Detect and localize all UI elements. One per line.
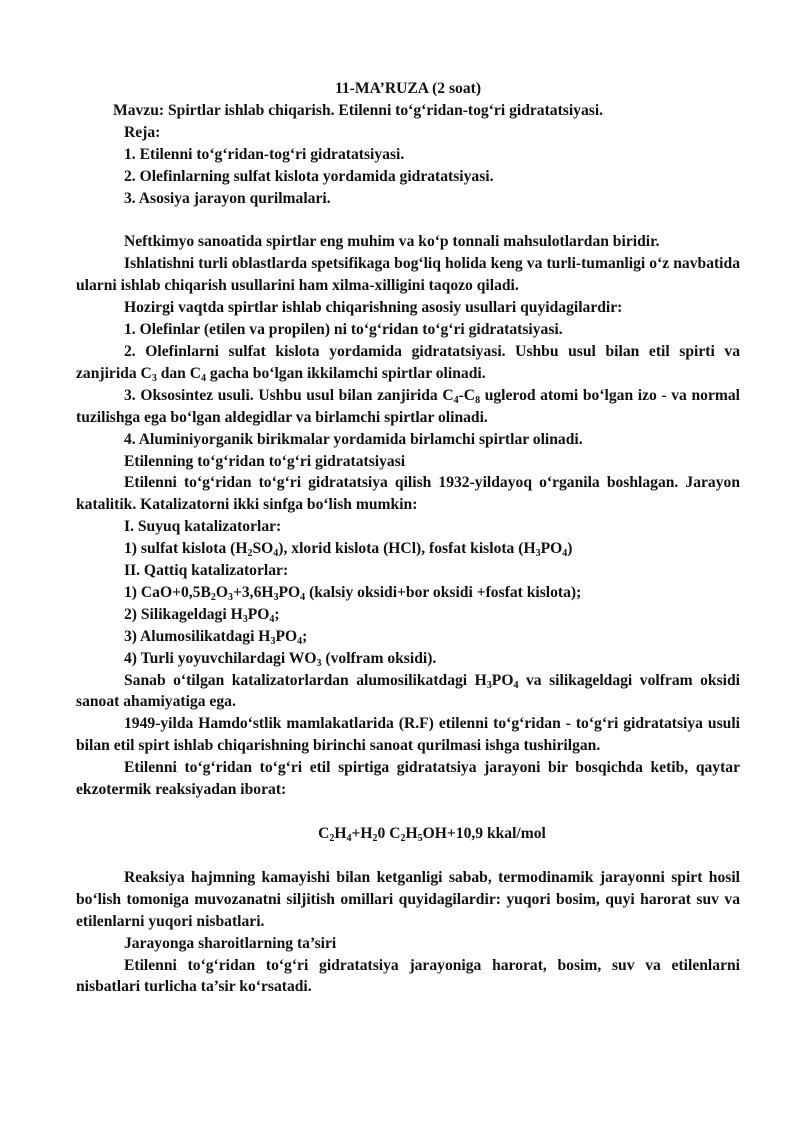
- catalyst-item: 1) sulfat kislota $(H_2SO_4)$, xlorid kislota (HCl), fosfat kislota $(H_3PO_4)$: [124, 540, 573, 560]
- spacer: [76, 209, 740, 231]
- plan-heading: Reja:: [124, 123, 161, 141]
- catalyst-item: 1) $CaO+0,5B_2O_3+3,6H_3PO_4$ (kalsiy oksidi+bor oksidi +fosfat kislota);: [124, 583, 582, 603]
- paragraph: Hozirgi vaqtda spirtlar ishlab chiqarishning asosiy usullari quyidagilardir:: [124, 299, 623, 317]
- paragraph: Etilenni to‘g‘ridan to‘g‘ri gidratatsiya qilish 1932-yildayoq o‘rganila boshlagan. Jarayon katalitik. Katalizatorni ikki sinfga bo‘lish mumkin:: [76, 474, 740, 514]
- lecture-title: 11-MA’RUZA (2 soat): [334, 80, 482, 97]
- section-heading: Etilenning to‘g‘ridan to‘g‘ri gidratatsiyasi: [124, 452, 406, 470]
- plan-item: 1. Etilenni to‘g‘ridan-tog‘ri gidratatsiyasi.: [124, 145, 405, 163]
- paragraph: Etilenni to‘g‘ridan to‘g‘ri gidratatsiya jarayoniga harorat, bosim, suv va etilenlarni nisbatlari turlicha ta’sir ko‘rsatadi.: [76, 956, 740, 996]
- method-item: 3. Oksosintez usuli. Ushbu usul bilan zanjirida $C_4-C_8$ uglerod atomi bo‘lgan izo - va normal tuzilishga ega bo‘lgan aldegidlar va birlamchi spirtlar olinadi.: [76, 386, 740, 426]
- section-heading: Jarayonga sharoitlarning ta’siri: [124, 934, 337, 952]
- spacer: [76, 845, 740, 867]
- plan-item: 3. Asosiya jarayon qurilmalari.: [124, 189, 331, 207]
- catalyst-group-heading: I. Suyuq katalizatorlar:: [124, 518, 282, 536]
- document-page: [76, 78, 740, 998]
- lecture-topic: Mavzu: Spirtlar ishlab chiqarish. Etilenni to‘g‘ridan-tog‘ri gidratatsiyasi.: [113, 101, 604, 119]
- catalyst-item: 4) Turli yoyuvchilardagi $WO_3$ (volfram oksidi).: [124, 649, 437, 669]
- paragraph: Sanab o‘tilgan katalizatorlardan alumosilikatdagi $H_3PO_4$ va silikageldagi volfram oksidi sanoat ahamiyatiga ega.: [76, 671, 741, 711]
- method-item: 2. Olefinlarni sulfat kislota yordamida gidratatsiyasi. Ushbu usul bilan etil spirti va zanjirida $C_3$ dan $C_4$ gacha bo‘lgan ikkilamchi spirtlar olinadi.: [76, 342, 740, 384]
- plan-item: 2. Olefinlarning sulfat kislota yordamida gidratatsiyasi.: [124, 167, 494, 185]
- method-item: 4. Aluminiyorganik birikmalar yordamida birlamchi spirtlar olinadi.: [124, 430, 583, 448]
- paragraph: 1949-yilda Hamdo‘stlik mamlakatlarida (R.F) etilenni to‘g‘ridan - to‘g‘ri gidratatsiya usuli bilan etil spirt ishlab chiqarishning birinchi sanoat qurilmasi ishga tushirilgan.: [76, 715, 740, 755]
- paragraph: Reaksiya hajmning kamayishi bilan ketganligi sabab, termodinamik jarayonni spirt hosil bo‘lish tomoniga muvozanatni siljitish omillari quyidagilardir: yuqori bosim, quyi harorat suv va etilenlarni yuqori nisbatlari.: [76, 868, 740, 930]
- catalyst-group-heading: II. Qattiq katalizatorlar:: [124, 562, 289, 580]
- paragraph: Neftkimyo sanoatida spirtlar eng muhim va ko‘p tonnali mahsulotlardan biridir.: [124, 233, 660, 251]
- paragraph: Ishlatishni turli oblastlarda spetsifikaga bog‘liq holida keng va turli-tumanligi o‘z navbatida ularni ishlab chiqarish usullarini ham xilma-xilligini taqozo qiladi.: [76, 255, 740, 295]
- spacer: [76, 801, 740, 823]
- paragraph: Etilenni to‘g‘ridan to‘g‘ri etil spirtiga gidratatsiya jarayoni bir bosqichda ketib, qaytar ekzotermik reaksiyadan iborat:: [76, 759, 740, 799]
- reaction-equation: $C_2H_4+H_20$ $C_2H_5OH+10,9$ kkal/mol: [318, 825, 546, 844]
- method-item: 1. Olefinlar (etilen va propilen) ni to‘g‘ridan to‘g‘ri gidratatsiyasi.: [124, 321, 563, 339]
- catalyst-item: 3) Alumosilikatdagi $H_3PO_4$;: [124, 627, 308, 647]
- catalyst-item: 2) Silikageldagi $H_3PO_4$;: [124, 605, 280, 625]
